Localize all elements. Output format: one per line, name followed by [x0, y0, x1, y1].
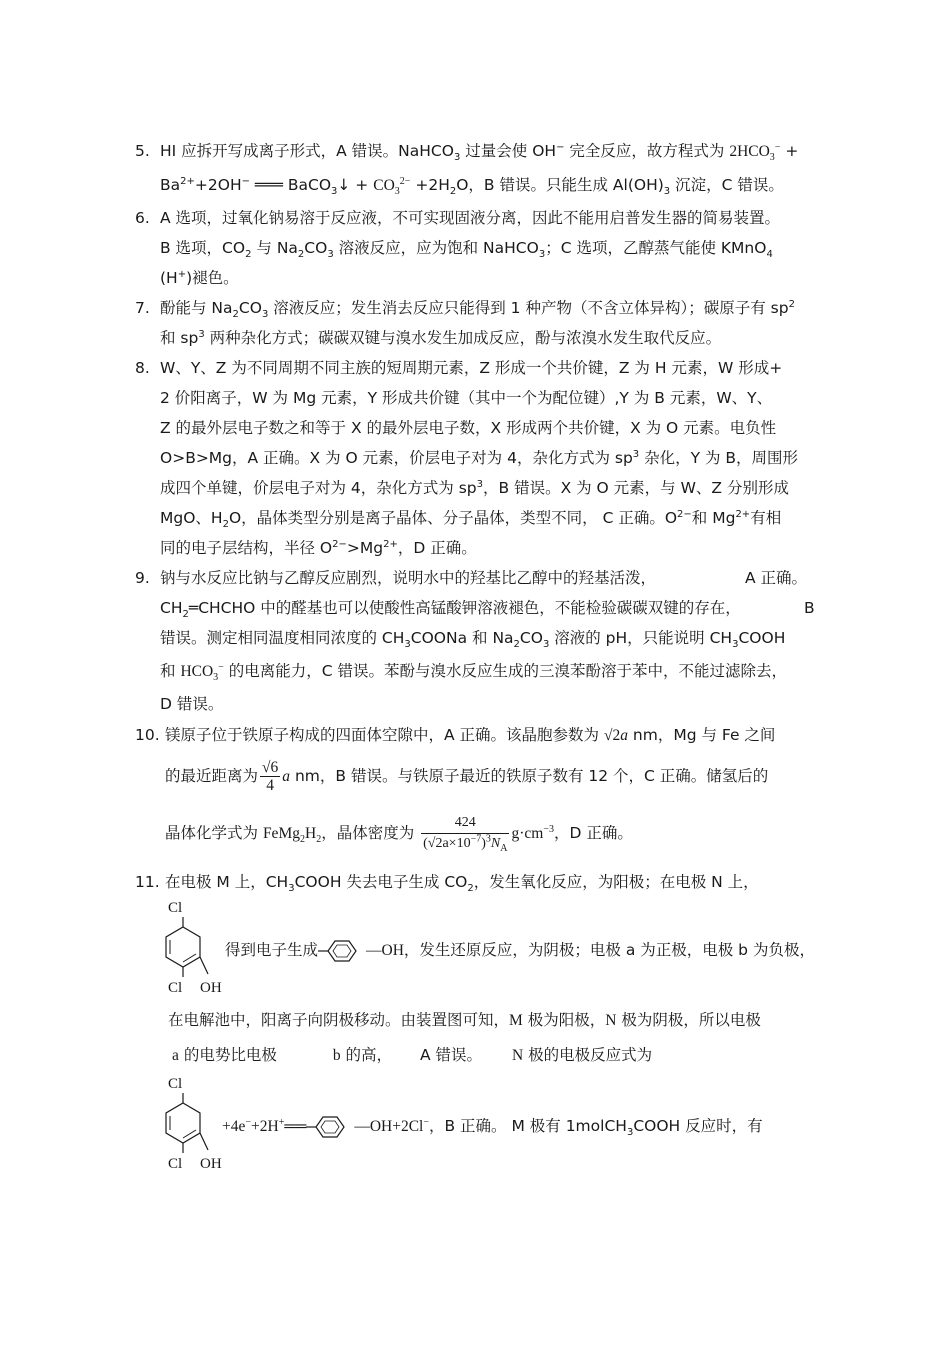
q8-line-1: W、Y、Z 为不同周期不同主族的短周期元素，Z 形成一个共价键，Z 为 H 元素，W 形成+ — [160, 359, 783, 377]
q6-line-2: B 选项，$CO_2$ 与 $Na_2CO_3$ 溶液反应，应为饱和 NaHCO$_3$；C 选项，乙醇蒸气能使 KMnO$_4$ — [160, 239, 773, 261]
phenol-ring-icon-2 — [306, 1117, 354, 1137]
q10-line-2: 的最近距离为 $\frac{√6}{4}$ a nm，B 错误。与铁原子最近的铁原子数有 12 个，C 正确。储氢后的 — [165, 759, 769, 794]
q11-line-1: 在电极 M 上，$CH_3COOH$ 失去电子生成 $CO_2$，发生氧化反应，为阳极；在电极 N 上， — [165, 873, 759, 895]
q9-line-2: $CH_2═CHCHO$ 中的醛基也可以使酸性高锰酸钾溶液褪色，不能检验碳碳双键的存在， — [160, 599, 741, 621]
q9-line-4: 和 $HCO_3^-$ 的电离能力，C 错误。苯酚与溴水反应生成的三溴苯酚溶于苯中，不能过滤除去， — [160, 661, 787, 684]
q6-line-1: A 选项，过氧化钠易溶于反应液，不可实现固液分离，因此不能用启普发生器的简易装置。 — [160, 209, 781, 227]
chlorine-bottom-label: Cl — [168, 980, 183, 996]
phenol-ring-icon — [318, 941, 366, 961]
q8-line-3: Z 的最外层电子数之和等于 X 的最外层电子数，X 形成两个共价键，X 为 O 元素。电负性 — [160, 419, 777, 437]
q9-line-3: 错误。测定相同温度相同浓度的 $CH_3COONa$ 和 $Na_2CO_3$ 溶液的 pH，只能说明 $CH_3COOH$ — [160, 629, 786, 651]
q8-line-7: 同的电子层结构，半径 $O^{2-}>Mg^{2+}$，D 正确。 — [160, 538, 477, 557]
q9-line-1-end: A 正确。 — [745, 569, 808, 587]
q11-number: 11. — [135, 873, 160, 891]
q11-line-4: a 的电势比电极 b 的高， A 错误。 N 极的电极反应式为 — [172, 1046, 653, 1064]
q7-line-2: 和 $sp^3$ 两种杂化方式；碳碳双键与溴水发生加成反应，酚与浓溴水发生取代反应。 — [160, 328, 722, 347]
chlorine-bottom-label-2: Cl — [168, 1156, 183, 1172]
q9-line-2-end: B — [804, 599, 815, 617]
q7-number: 7. — [135, 299, 150, 317]
q8-line-4: O>B>Mg，A 正确。X 为 O 元素，价层电子对为 4，杂化方式为 $sp^3$ 杂化，Y 为 B，周围形 — [160, 448, 799, 467]
q10-line-3: 晶体化学式为 $FeMg_2H_2$，晶体密度为 $\frac{424}{(√2a\times 10^{-7})^3N_A}$ $g\cdot cm^{-3}$，D 正确。 — [165, 815, 633, 854]
q5-line-2: $Ba^{2+}+2OH^-$ ═══ BaCO$_3$↓ + $CO_3^{2-} +2H_2O$，B 错误。只能生成 $Al(OH)_3$ 沉淀，C 错误。 — [160, 175, 784, 198]
q9-line-5: D 错误。 — [160, 695, 224, 713]
q10-number: 10. — [135, 726, 160, 744]
q6-number: 6. — [135, 209, 150, 227]
q10-line-1: 镁原子位于铁原子构成的四面体空隙中，A 正确。该晶胞参数为 √2a nm，Mg 与 Fe 之间 — [165, 726, 776, 744]
fraction-density: $\frac{424}{(√2a\times 10^{-7})^3N_A}$ — [423, 815, 508, 854]
q9-number: 9. — [135, 569, 150, 587]
q8-line-5: 成四个单键，价层电子对为 4，杂化方式为 $sp^3$，B 错误。X 为 O 元素，与 W、Z 分别形成 — [160, 478, 789, 497]
q9-line-1: 钠与水反应比钠与乙醇反应剧烈，说明水中的羟基比乙醇中的羟基活泼， — [160, 569, 657, 587]
chlorine-top-label-2: Cl — [168, 1076, 183, 1092]
q11-line-2: 得到电子生成 —OH，发生还原反应，为阴极；电极 a 为正极，电极 b 为负极， — [225, 941, 815, 959]
q8-line-2: 2 价阳离子，W 为 Mg 元素，Y 形成共价键（其中一个为配位键）,Y 为 B 元素，W、Y、 — [160, 389, 773, 407]
q6-line-3: (H+)褪色。 — [160, 268, 239, 287]
hydroxyl-label-2: OH — [200, 1156, 222, 1172]
q7-line-1: 酚能与 $Na_2CO_3$ 溶液反应；发生消去反应只能得到 1 种产物（不含立体异构）；碳原子有 $sp^2$ — [160, 298, 795, 321]
q11-line-3: 在电解池中，阳离子向阴极移动。由装置图可知，M 极为阳极，N 极为阴极，所以电极 — [168, 1011, 761, 1029]
chlorine-top-label: Cl — [168, 900, 183, 916]
hydroxyl-label: OH — [200, 980, 222, 996]
q5-line-1: HI 应拆开写成离子形式，A 错误。NaHCO$_3$ 过量会使 OH− 完全反应，故方程式为 $2HCO_3^-$ + — [160, 141, 799, 164]
q8-number: 8. — [135, 359, 150, 377]
q5-number: 5. — [135, 142, 150, 160]
fraction-sqrt6-over-4: $\frac{√6}{4}$ — [262, 759, 279, 794]
q11-line-5: +4e−+2H+══ —OH+2Cl−，B 正确。 M 极有 1molCH$_3$COOH 反应时，有 — [222, 1116, 763, 1139]
q8-line-6: MgO、$H_2O$，晶体类型分别是离子晶体、分子晶体，类型不同， C 正确。$O^{2-}$和 $Mg^{2+}$有相 — [160, 508, 782, 531]
